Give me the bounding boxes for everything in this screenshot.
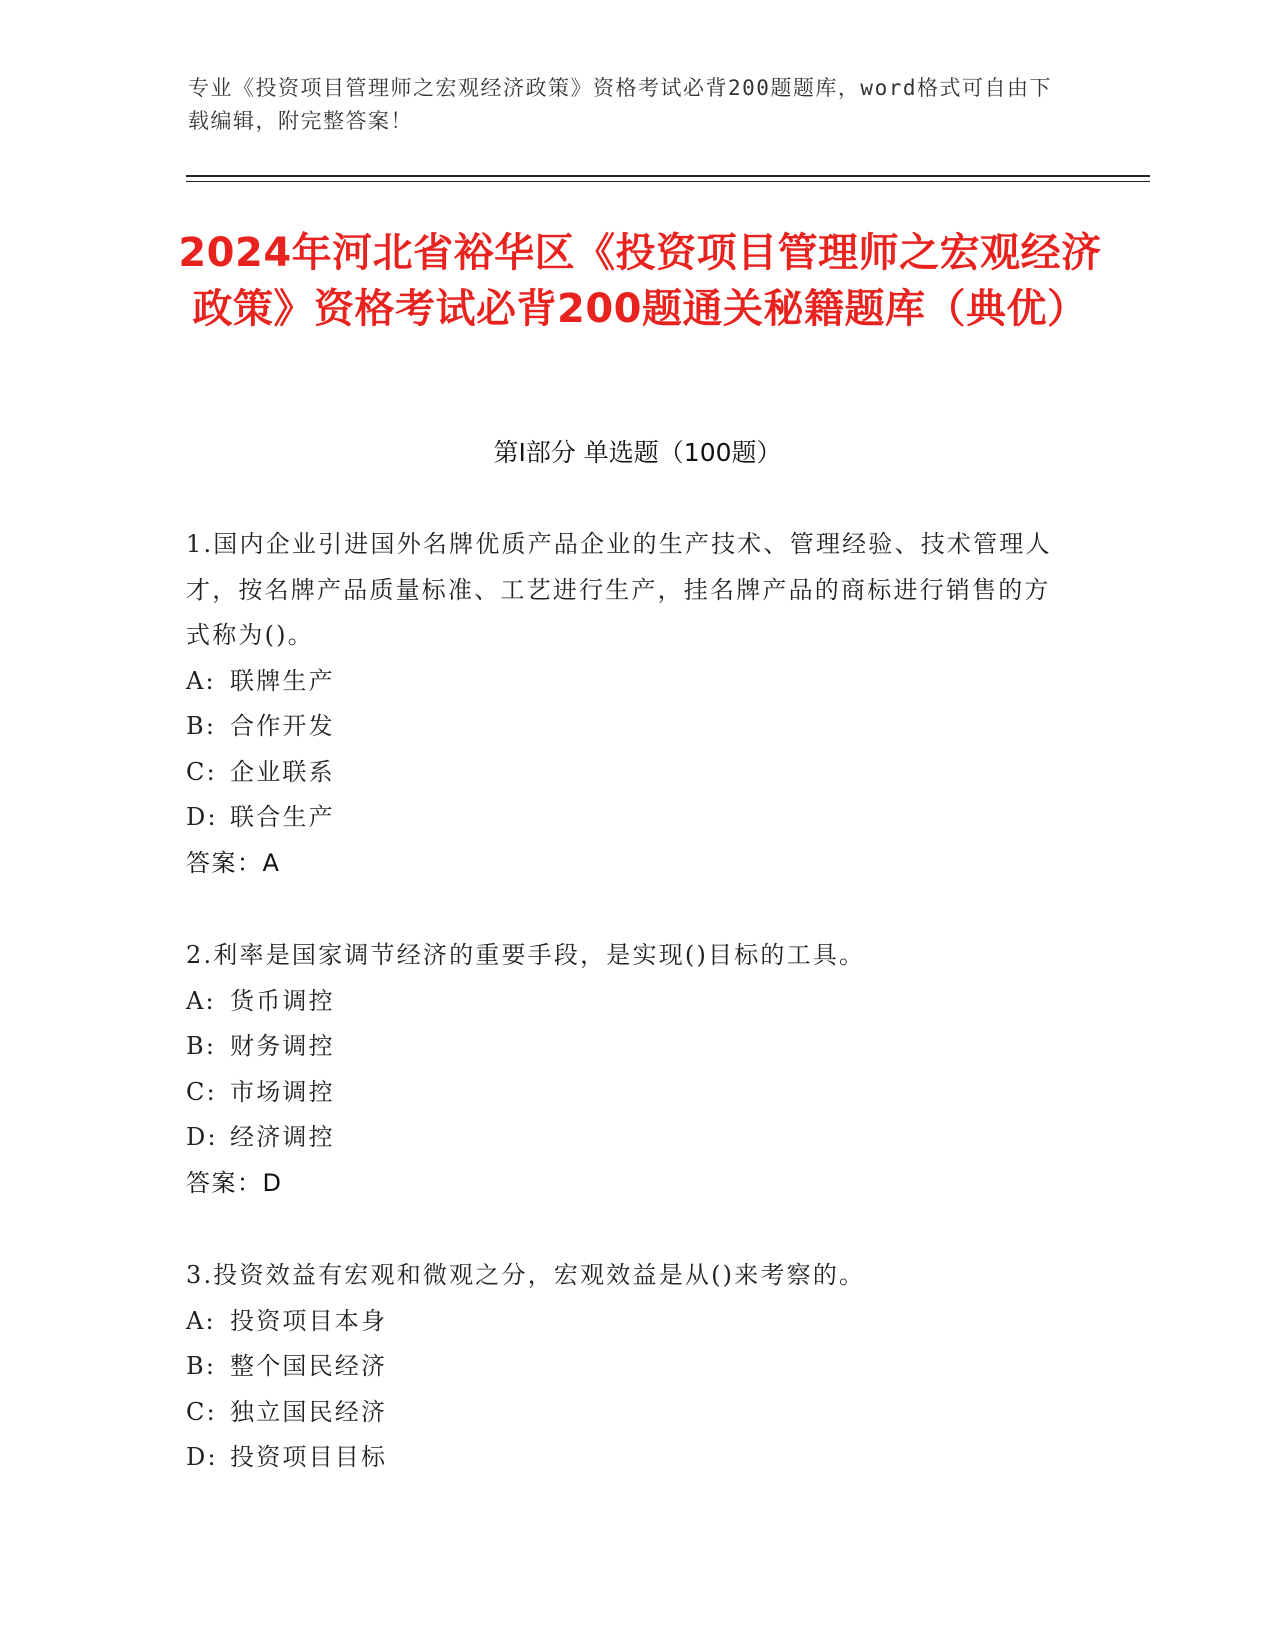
document-title: 2024年河北省裕华区《投资项目管理师之宏观经济政策》资格考试必背200题通关秘籍题库（典优） [178, 230, 1102, 332]
option-letter: D: [186, 1123, 218, 1151]
option-text: 经济调控 [230, 1123, 335, 1151]
answer-line: 答案：D [186, 1168, 283, 1197]
option-b [186, 1024, 1066, 1070]
option-c [186, 750, 1066, 796]
option-text: 企业联系 [230, 757, 335, 786]
option-letter: C: [186, 757, 217, 786]
option-d [186, 795, 1066, 841]
option-letter: B: [186, 1352, 217, 1380]
option-letter: D: [186, 803, 218, 831]
option-text: 货币调控 [230, 986, 335, 1015]
option-text: 联合生产 [230, 803, 335, 831]
option-letter: A: [186, 1306, 216, 1335]
question-list [186, 522, 1066, 1528]
answer-line: 答案：A [186, 848, 281, 877]
option-letter: D: [186, 1443, 218, 1471]
option-a [186, 659, 1066, 705]
option-text: 投资项目本身 [230, 1306, 388, 1335]
option-letter: A: [186, 666, 216, 695]
header-divider [186, 175, 1150, 177]
option-letter: A: [186, 986, 216, 1015]
option-b [186, 1344, 1066, 1390]
option-text: 整个国民经济 [230, 1352, 388, 1380]
option-c [186, 1070, 1066, 1116]
option-letter: C: [186, 1397, 217, 1426]
option-c [186, 1390, 1066, 1436]
option-a [186, 1299, 1066, 1345]
option-text: 财务调控 [230, 1032, 335, 1060]
question-3 [186, 1253, 1066, 1481]
section-heading: 第I部分 单选题（100题） [493, 438, 782, 467]
option-text: 联牌生产 [230, 666, 335, 695]
header-note: 专业《投资项目管理师之宏观经济政策》资格考试必背200题题库，word格式可自由下载编辑，附完整答案！ [188, 76, 1052, 133]
option-text: 投资项目目标 [230, 1443, 388, 1471]
option-text: 合作开发 [230, 712, 335, 740]
option-d [186, 1435, 1066, 1481]
option-text: 市场调控 [230, 1077, 335, 1106]
option-text: 独立国民经济 [230, 1397, 388, 1426]
option-letter: B: [186, 1032, 217, 1060]
option-letter: C: [186, 1077, 217, 1106]
option-a [186, 979, 1066, 1025]
question-2 [186, 933, 1066, 1206]
header-divider-thin [186, 181, 1150, 182]
question-stem: 1.国内企业引进国外名牌优质产品企业的生产技术、管理经验、技术管理人才，按名牌产品质量标准、工艺进行生产，挂名牌产品的商标进行销售的方式称为()。 [186, 530, 1052, 649]
option-b [186, 704, 1066, 750]
question-stem: 2.利率是国家调节经济的重要手段，是实现()目标的工具。 [186, 941, 866, 969]
option-letter: B: [186, 712, 217, 740]
question-1 [186, 522, 1066, 886]
question-stem: 3.投资效益有宏观和微观之分，宏观效益是从()来考察的。 [186, 1261, 866, 1289]
option-d [186, 1115, 1066, 1161]
